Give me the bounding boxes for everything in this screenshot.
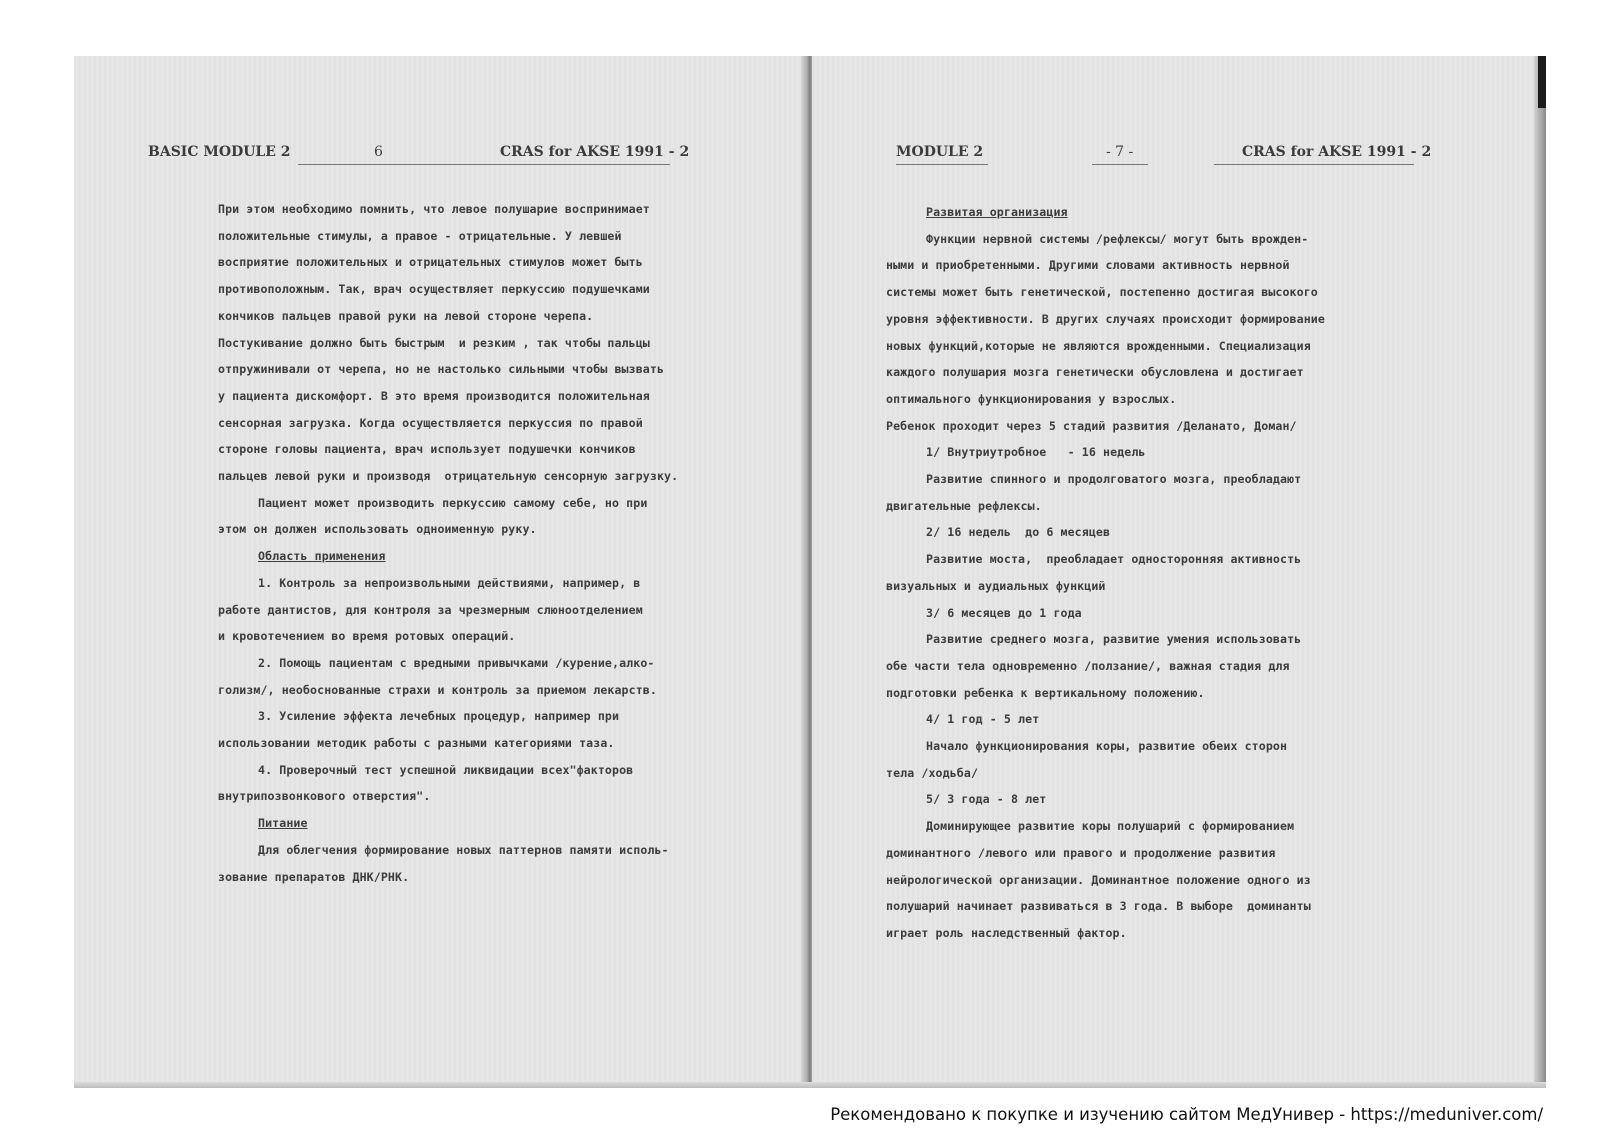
right-header-module: MODULE 2 — [896, 144, 984, 160]
stage-heading: 5/ 3 года - 8 лет — [926, 792, 1047, 807]
text-line: новых функций,которые не являются врожденными. Специализация — [886, 338, 1311, 353]
text-line: отпружинивали от черепа, но не настолько сильными чтобы вызвать — [218, 362, 665, 377]
text-line: 4. Проверочный тест успешной ликвидации всех"факторов — [258, 762, 634, 777]
text-line: ными и приобретенными. Другими словами активность нервной — [886, 258, 1290, 273]
text-line: и кровотечением во время ротовых операций. — [218, 629, 516, 644]
stage-heading: 1/ Внутриутробное - 16 недель — [926, 445, 1146, 460]
text-line: пальцев левой руки и производя отрицательную сенсорную загрузку. — [218, 469, 679, 484]
text-line: Ребенок проходит через 5 стадий развития /Деланато, Доман/ — [886, 418, 1297, 433]
left-page-header — [148, 144, 708, 168]
page-edge — [1534, 56, 1546, 1088]
page-edge-tab — [1538, 56, 1546, 108]
left-header-module: BASIC MODULE 2 — [148, 144, 291, 160]
text-line: нейрологической организации. Доминантное положение одного из — [886, 872, 1311, 887]
text-line: Развитие моста, преобладает односторонняя активность — [926, 552, 1302, 567]
text-line: Развитие среднего мозга, развитие умения использовать — [926, 632, 1302, 647]
text-line: сенсорная загрузка. Когда осуществляется перкуссия по правой — [218, 415, 643, 430]
text-line: подготовки ребенка к вертикальному положению. — [886, 685, 1205, 700]
text-line: 1. Контроль за непроизвольными действиями, например, в — [258, 575, 641, 590]
text-line: восприятие положительных и отрицательных стимулов может быть — [218, 255, 643, 270]
text-line: обе части тела одновременно /ползание/, важная стадия для — [886, 658, 1290, 673]
page-bottom-edge — [74, 1082, 1546, 1088]
text-line: Развитие спинного и продолговатого мозга, преобладают — [926, 472, 1302, 487]
right-header-series: CRAS for AKSE 1991 - 2 — [1242, 144, 1432, 160]
header-rule — [498, 164, 670, 165]
text-line: Пациент может производить перкуссию самому себе, но при — [258, 495, 648, 510]
text-line: доминантного /левого или правого и продолжение развития — [886, 845, 1276, 860]
section-heading-nutrition: Питание — [258, 816, 308, 831]
text-line: уровня эффективности. В других случаях происходит формирование — [886, 311, 1325, 326]
text-line: полушарий начинает развиваться в 3 года. В выборе доминанты — [886, 899, 1311, 914]
stage-heading: 4/ 1 год - 5 лет — [926, 712, 1040, 727]
text-line: у пациента дискомфорт. В это время производится положительная — [218, 388, 650, 403]
text-line: системы может быть генетической, постепенно достигая высокого — [886, 285, 1318, 300]
text-line: тела /ходьба/ — [886, 765, 979, 780]
header-rule — [298, 164, 498, 165]
text-line: стороне головы пациента, врач использует подушечки кончиков — [218, 442, 636, 457]
text-line: работе дантистов, для контроля за чрезмерным слюноотделением — [218, 602, 643, 617]
text-line: каждого полушария мозга генетически обусловлена и достигает — [886, 365, 1304, 380]
right-page — [812, 56, 1546, 1088]
text-line: внутрипозвонкового отверстия". — [218, 789, 431, 804]
header-rule — [1092, 164, 1148, 165]
scanned-book-spread — [74, 56, 1546, 1088]
text-line: Функции нервной системы /рефлексы/ могут быть врожден- — [926, 231, 1309, 246]
text-line: Постукивание должно быть быстрым и резким , так чтобы пальцы — [218, 335, 650, 350]
text-line: оптимального функционирования у взрослых. — [886, 391, 1177, 406]
right-page-header — [896, 144, 1456, 168]
text-line: 2. Помощь пациентам с вредными привычками /курение,алко- — [258, 655, 655, 670]
text-line: Для облегчения формирование новых паттернов памяти исполь- — [258, 842, 669, 857]
text-line: играет роль наследственный фактор. — [886, 925, 1127, 940]
text-line: визуальных и аудиальных функций — [886, 578, 1106, 593]
right-header-page-number: - 7 - — [1106, 144, 1134, 160]
right-page-body — [886, 199, 1446, 947]
section-heading-application: Область применения — [258, 549, 386, 564]
header-rule — [1214, 164, 1414, 165]
text-line: Начало функционирования коры, развитие обеих сторон — [926, 739, 1288, 754]
text-line: зование препаратов ДНК/РНК. — [218, 869, 410, 884]
section-heading-development: Развитая организация — [926, 205, 1068, 219]
text-line: 3. Усиление эффекта лечебных процедур, например при — [258, 709, 620, 724]
text-line: голизм/, необоснованные страхи и контроль за приемом лекарств. — [218, 682, 657, 697]
text-line: использовании методик работы с разными категориями таза. — [218, 736, 615, 751]
text-line: положительные стимулы, а правое - отрицательные. У левшей — [218, 228, 622, 243]
left-header-page-number: 6 — [374, 144, 383, 160]
left-page — [74, 56, 806, 1088]
text-line: Доминирующее развитие коры полушарий с формированием — [926, 819, 1295, 834]
stage-heading: 3/ 6 месяцев до 1 года — [926, 605, 1082, 620]
text-line: этом он должен использовать одноименную руку. — [218, 522, 537, 537]
text-line: двигательные рефлексы. — [886, 498, 1042, 513]
recommendation-footer: Рекомендовано к покупке и изучению сайтом МедУнивер - https://meduniver.com/ — [830, 1105, 1543, 1124]
header-rule — [896, 164, 988, 165]
left-header-series: CRAS for AKSE 1991 - 2 — [500, 144, 690, 160]
text-line: При этом необходимо помнить, что левое полушарие воспринимает — [218, 202, 650, 216]
left-page-body — [218, 196, 778, 890]
text-line: противоположным. Так, врач осуществляет перкуссию подушечками — [218, 282, 650, 297]
text-line: кончиков пальцев правой руки на левой стороне черепа. — [218, 308, 594, 323]
stage-heading: 2/ 16 недель до 6 месяцев — [926, 525, 1111, 540]
